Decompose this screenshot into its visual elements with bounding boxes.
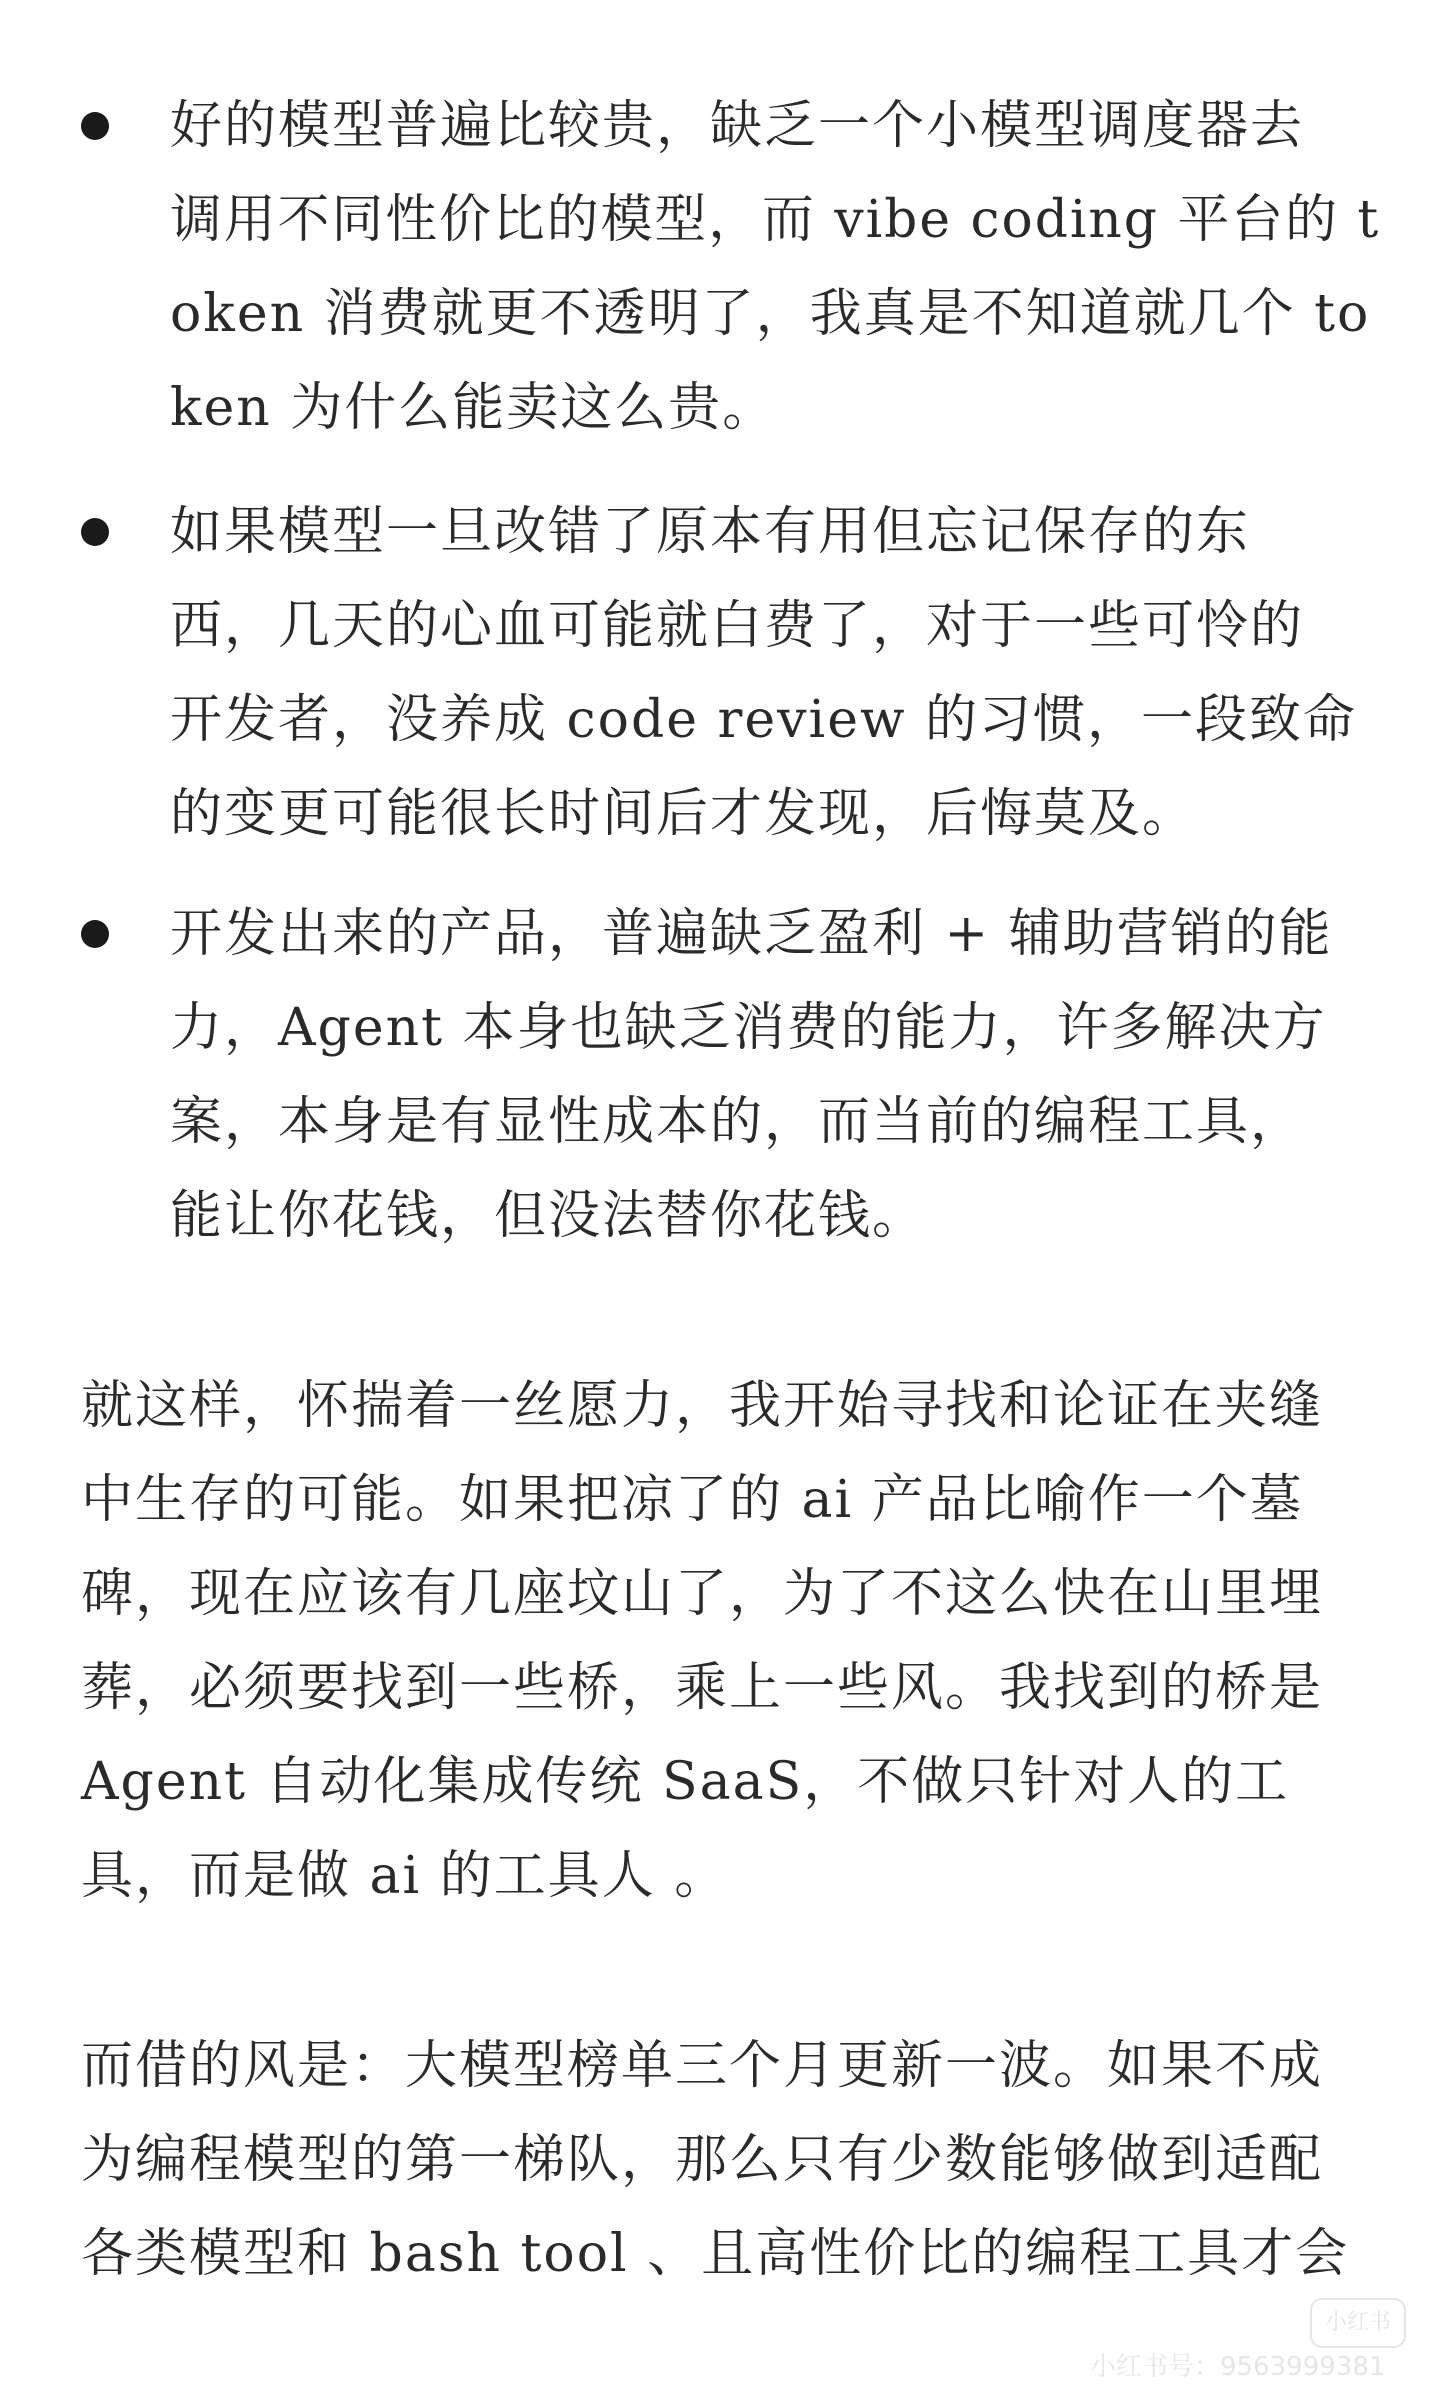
bullet-dot-icon [81, 518, 109, 546]
text-line: ken 为什么能卖这么贵。 [170, 378, 777, 438]
text-line: Agent 自动化集成传统 SaaS，不做只针对人的工 [81, 1752, 1290, 1812]
bullet-dot-icon [81, 920, 109, 948]
text-line: 西，几天的心血可能就白费了，对于一些可怜的 [170, 596, 1305, 656]
watermark-logo: 小红书 [1310, 2298, 1406, 2348]
text-line: 开发者，没养成 code review 的习惯，一段致命 [170, 690, 1358, 750]
text-line: 具，而是做 ai 的工具人 。 [81, 1846, 729, 1906]
text-line: 碑，现在应该有几座坟山了，为了不这么快在山里埋 [81, 1564, 1324, 1624]
text-line: 好的模型普遍比较贵，缺乏一个小模型调度器去 [170, 96, 1305, 156]
text-line: 中生存的可能。如果把凉了的 ai 产品比喻作一个墓 [81, 1470, 1304, 1530]
text-line: 开发出来的产品，普遍缺乏盈利 + 辅助营销的能 [170, 904, 1333, 964]
watermark-id: 小红书号：9563999381 [1090, 2352, 1386, 2382]
text-line: 调用不同性价比的模型，而 vibe coding 平台的 t [170, 190, 1381, 250]
text-line: 而借的风是：大模型榜单三个月更新一波。如果不成 [81, 2036, 1324, 2096]
text-line: 为编程模型的第一梯队，那么只有少数能够做到适配 [81, 2130, 1324, 2190]
text-line: 如果模型一旦改错了原本有用但忘记保存的东 [170, 502, 1251, 562]
text-line: 案，本身是有显性成本的，而当前的编程工具， [170, 1092, 1305, 1152]
text-line: 的变更可能很长时间后才发现，后悔莫及。 [170, 784, 1197, 844]
text-line: oken 消费就更不透明了，我真是不知道就几个 to [170, 284, 1371, 344]
text-line: 就这样，怀揣着一丝愿力，我开始寻找和论证在夹缝 [81, 1376, 1324, 1436]
text-line: 各类模型和 bash tool 、且高性价比的编程工具才会 [81, 2224, 1350, 2284]
bullet-dot-icon [81, 112, 109, 140]
text-line: 力，Agent 本身也缺乏消费的能力，许多解决方 [170, 998, 1327, 1058]
text-line: 葬，必须要找到一些桥，乘上一些风。我找到的桥是 [81, 1658, 1324, 1718]
text-line: 能让你花钱，但没法替你花钱。 [170, 1186, 927, 1246]
